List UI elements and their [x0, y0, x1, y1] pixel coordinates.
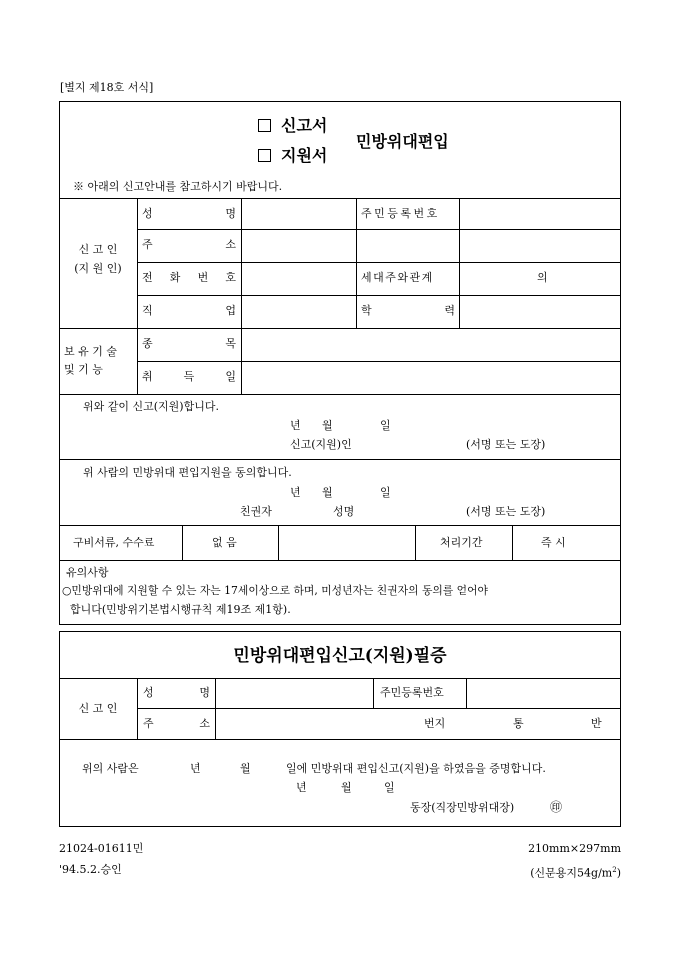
cert-date-day: 일 [384, 781, 395, 794]
cert-name-label: 성 명 [143, 686, 210, 699]
notice: ※ 아래의 신고안내를 참고하시기 바랍니다. [73, 180, 283, 193]
seal-icon: ㊞ [550, 800, 563, 814]
id-number-field[interactable] [460, 199, 620, 228]
phone-field[interactable] [242, 263, 355, 294]
household-suffix: 의 [537, 271, 548, 284]
phone-label: 전 화 번 호 [142, 271, 236, 284]
skills-label-1: 보 유 기 술 [64, 345, 117, 358]
job-field[interactable] [242, 296, 355, 327]
consent-parent: 친권자 [240, 505, 272, 518]
skill-type-label: 종 목 [142, 337, 236, 350]
consent-day: 일 [380, 486, 391, 499]
household-field[interactable] [460, 263, 535, 294]
cert-id-field[interactable] [467, 679, 620, 707]
consent-year: 년 [290, 486, 301, 499]
cert-address-label: 주 소 [143, 717, 210, 730]
address-field[interactable] [242, 230, 620, 261]
apply-checkbox[interactable] [258, 149, 271, 162]
cert-statement-year: 년 [190, 762, 201, 775]
cert-date-year: 년 [296, 781, 307, 794]
skill-date-label: 취 득 일 [142, 370, 236, 383]
title-option-report[interactable]: 신고서 [258, 116, 327, 136]
declaration-month: 월 [322, 419, 333, 432]
consent-name: 성명 [333, 505, 355, 518]
certificate-title: 민방위대편입신고(지원)필증 [233, 646, 447, 666]
cert-issuer: 동장(직장민방위대장) [410, 801, 515, 814]
consent-month: 월 [322, 486, 333, 499]
approval-date: '94.5.2.승인 [59, 863, 122, 876]
cert-statement-2: 일에 민방위대 편입신고(지원)을 하였음을 증명합니다. [286, 762, 546, 775]
docs-value: 없 음 [212, 536, 237, 549]
title-option-apply[interactable]: 지원서 [258, 146, 327, 166]
declaration-year: 년 [290, 419, 301, 432]
cert-section-label: 신 고 인 [78, 702, 118, 715]
declaration-signer: 신고(지원)인 [290, 438, 352, 451]
period-label: 처리기간 [440, 536, 483, 549]
report-checkbox[interactable] [258, 119, 271, 132]
form-code: 21024-01611민 [59, 842, 144, 855]
notes-title: 유의사항 [66, 566, 109, 579]
cert-date-month: 월 [341, 781, 352, 794]
household-label: 세대주와관계 [361, 271, 434, 284]
declaration-sign-note: (서명 또는 도장) [466, 438, 546, 451]
notes-line-2: 합니다(민방위기본법시행규칙 제19조 제1항). [70, 603, 291, 616]
consent-sign-note: (서명 또는 도장) [466, 505, 546, 518]
job-label: 직 업 [142, 304, 236, 317]
skill-type-field[interactable] [242, 329, 620, 360]
form-label: [별지 제18호 서식] [60, 81, 154, 94]
period-value: 즉 시 [541, 536, 566, 549]
consent-statement: 위 사람의 민방위대 편입지원을 동의합니다. [83, 466, 292, 479]
cert-address-field[interactable] [216, 709, 620, 738]
cert-statement-1: 위의 사람은 [82, 762, 139, 775]
declaration-statement: 위와 같이 신고(지원)합니다. [83, 400, 219, 413]
docs-label: 구비서류, 수수료 [73, 536, 155, 549]
applicant-label-1: 신 고 인 [78, 243, 118, 256]
name-label: 성 명 [142, 207, 236, 220]
declaration-day: 일 [380, 419, 391, 432]
cert-unit-tong: 통 [513, 717, 524, 730]
education-label: 학 력 [361, 304, 455, 317]
paper-size: 210mm×297mm [528, 842, 621, 855]
education-field[interactable] [460, 296, 620, 327]
applicant-label-2: (지 원 인) [74, 262, 122, 275]
form-title: 민방위대편입 [356, 132, 449, 151]
id-number-label: 주민등록번호 [361, 207, 440, 220]
cert-statement-month: 월 [240, 762, 251, 775]
cert-unit-ban: 반 [591, 717, 602, 730]
address-label: 주 소 [142, 238, 236, 251]
name-field[interactable] [242, 199, 355, 228]
cert-unit-beonji: 번지 [424, 717, 446, 730]
paper-spec: (신문용지$54g/m^2$) [530, 866, 621, 880]
cert-id-label: 주민등록번호 [380, 686, 444, 699]
skills-label-2: 및 기 능 [64, 363, 103, 376]
cert-name-field[interactable] [216, 679, 372, 707]
notes-line-1: ○민방위대에 지원할 수 있는 자는 17세이상으로 하며, 미성년자는 친권자의 동의를 얻어야 [62, 584, 488, 597]
skill-date-field[interactable] [242, 362, 620, 393]
